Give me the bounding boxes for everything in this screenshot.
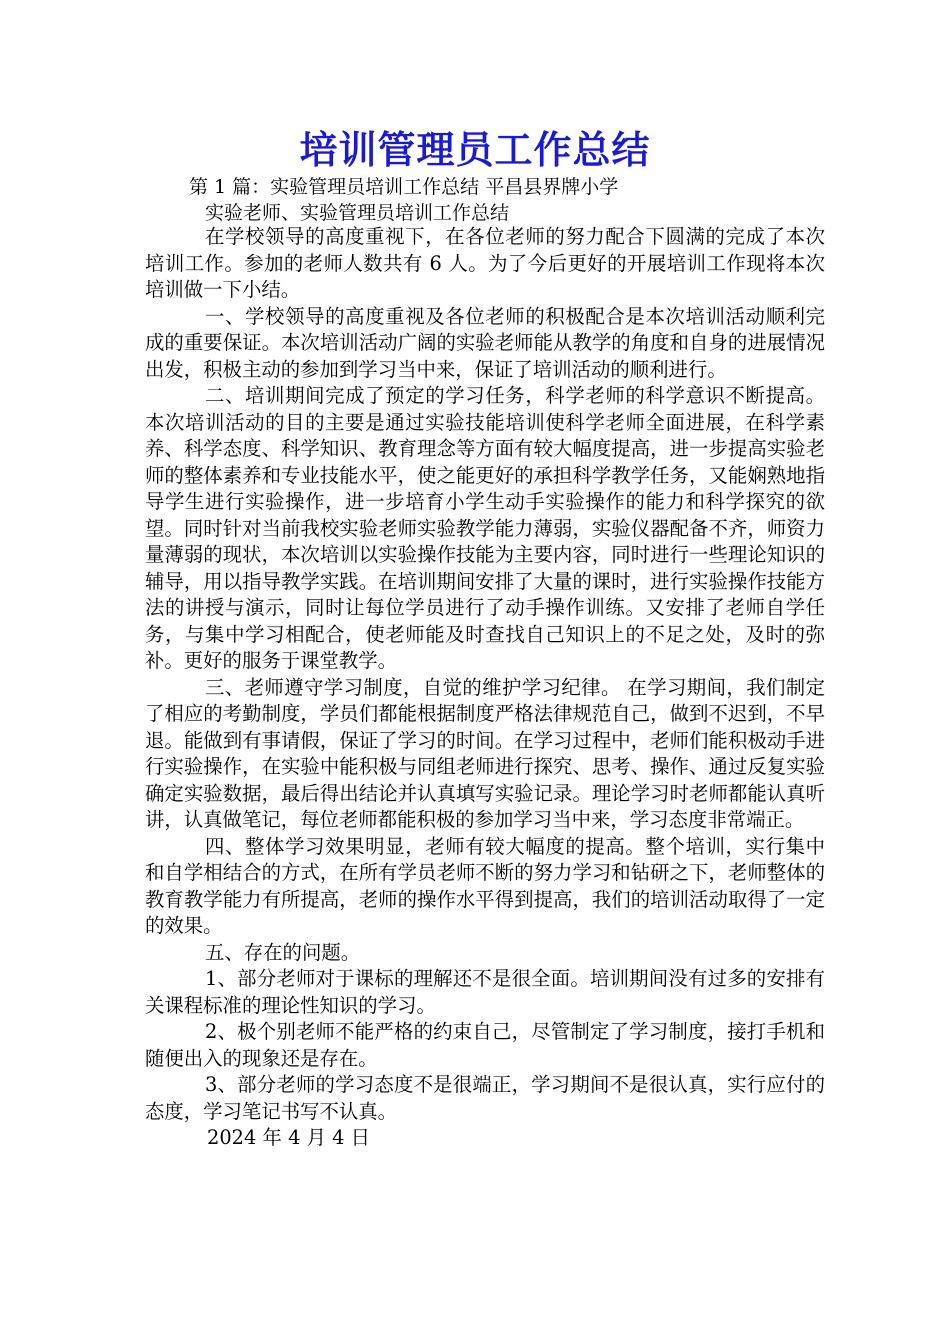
body-text bbox=[145, 224, 825, 1152]
heading-line: 实验老师、实验管理员培训工作总结 bbox=[205, 202, 510, 224]
paragraph-issue-1: 1、部分老师对于课标的理解还不是很全面。培训期间没有过多的安排有关课程标准的理论性知识的学习。 bbox=[145, 967, 825, 1017]
paragraph-issue-2: 2、极个别老师不能严格的约束自己，尽管制定了学习制度，接打手机和随便出入的现象还是存在。 bbox=[145, 1020, 825, 1070]
paragraph-section-3: 三、老师遵守学习制度，自觉的维护学习纪律。 在学习期间，我们制定了相应的考勤制度，学员们都能根据制度严格法律规范自己，做到不迟到，不早退。能做到有事请假，保证了学习的时间。在学习过程中，老师们能积极动手进行实验操作，在实验中能积极与同组老师进行探究、思考、操作、通过反复实验确定实验数据，最后得出结论并认真填写实验记录。理论学习时老师都能认真听讲，认真做笔记，每位老师都能积极的参加学习当中来，学习态度非常端正。 bbox=[145, 675, 825, 831]
paragraph-section-1: 一、学校领导的高度重视及各位老师的积极配合是本次培训活动顺利完成的重要保证。本次培训活动广阔的实验老师能从教学的角度和自身的进展情况出发，积极主动的参加到学习当中来，保证了培训活动的顺利进行。 bbox=[145, 304, 825, 381]
page-title: 培训管理员工作总结 bbox=[299, 128, 651, 172]
document-date: 2024 年 4 月 4 日 bbox=[207, 1126, 371, 1149]
paragraph-section-5-heading: 五、存在的问题。 bbox=[205, 940, 361, 964]
subtitle-line: 第 1 篇：实验管理员培训工作总结 平昌县界牌小学 bbox=[189, 176, 619, 198]
paragraph-section-4: 四、整体学习效果明显，老师有较大幅度的提高。整个培训，实行集中和自学相结合的方式，在所有学员老师不断的努力学习和钻研之下，老师整体的教育教学能力有所提高，老师的操作水平得到提高，我们的培训活动取得了一定的效果。 bbox=[145, 834, 825, 937]
paragraph-intro: 在学校领导的高度重视下，在各位老师的努力配合下圆满的完成了本次培训工作。参加的老师人数共有 6 人。为了今后更好的开展培训工作现将本次培训做一下小结。 bbox=[145, 225, 825, 301]
paragraph-section-2: 二、培训期间完成了预定的学习任务，科学老师的科学意识不断提高。本次培训活动的目的主要是通过实验技能培训使科学老师全面进展，在科学素养、科学态度、科学知识、教育理念等方面有较大幅度提高，进一步提高实验老师的整体素养和专业技能水平，使之能更好的承担科学教学任务，又能娴熟地指导学生进行实验操作，进一步培育小学生动手实验操作的能力和科学探究的欲望。同时针对当前我校实验老师实验教学能力薄弱，实验仪器配备不齐，师资力量薄弱的现状，本次培训以实验操作技能为主要内容，同时进行一些理论知识的辅导，用以指导教学实践。在培训期间安排了大量的课时，进行实验操作技能方法的讲授与演示，同时让每位学员进行了动手操作训练。又安排了老师自学任务，与集中学习相配合，使老师能及时查找自己知识上的不足之处，及时的弥补。更好的服务于课堂教学。 bbox=[145, 384, 825, 672]
paragraph-issue-3: 3、部分老师的学习态度不是很端正，学习期间不是很认真，实行应付的态度，学习笔记书写不认真。 bbox=[145, 1073, 825, 1123]
